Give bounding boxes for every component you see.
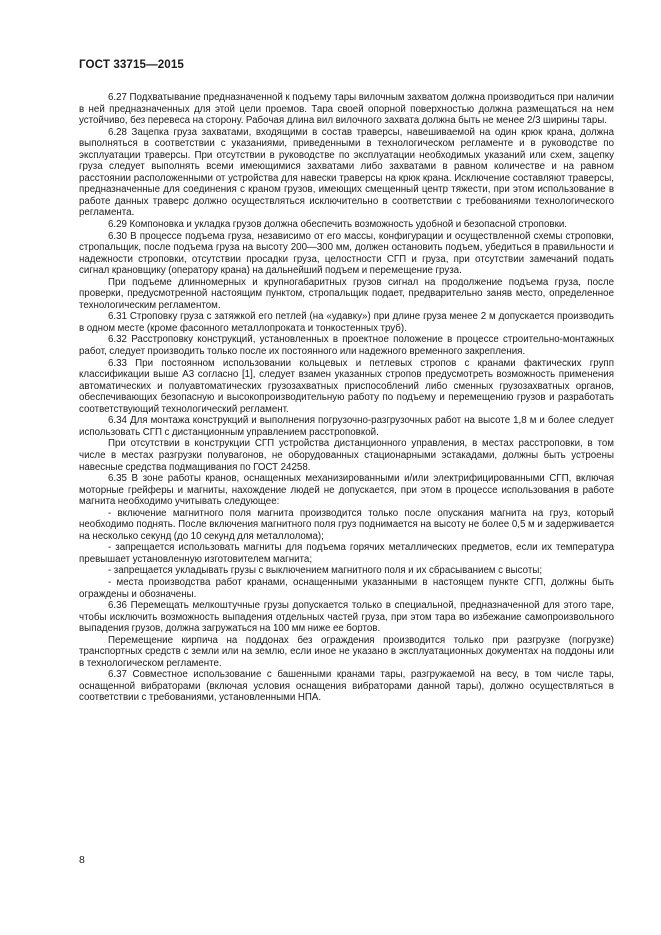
- paragraph-6-36-continued: Перемещение кирпича на поддонах без ограждения производится только при разгрузке (погрузке) транспортных средств с земли или на землю, если иное не указано в эксплуатационных документах на поддоны или в технологическом регламенте.: [79, 634, 614, 669]
- paragraph-6-35: 6.35 В зоне работы кранов, оснащенных механизированными и/или электрифицированными СГП, включая моторные грейферы и магниты, нахождение людей не допускается, при этом в процессе использования в работе магнита необходимо учитывать следующее:: [79, 473, 614, 508]
- paragraph-6-36: 6.36 Перемещать мелкоштучные грузы допускается только в специальной, предназначенной для этого таре, чтобы исключить возможность выпадения отдельных частей груза, при этом тара во избежание самопроизвольного выпадения грузов, должна загружаться на 100 мм ниже ее бортов.: [79, 600, 614, 635]
- list-item: - запрещается использовать магниты для подъема горячих металлических предметов, если их температура превышает установленную изготовителем магнита;: [79, 542, 614, 565]
- paragraph-6-30: 6.30 В процессе подъема груза, независимо от его массы, конфигурации и осуществленной схемы строповки, стропальщик, после подъема груза на высоту 200—300 мм, должен остановить подъем, убедиться в правильности и надежности строповки, отсутствии просадки груза, целостности СГП и груза, при отсутствии замечаний подать сигнал крановщику (оператору крана) на дальнейший подъем и перемещение груза.: [79, 230, 614, 277]
- paragraph-6-37: 6.37 Совместное использование с башенными кранами тары, разгружаемой на весу, в том числе тары, оснащенной вибраторами (включая условия оснащения вибраторами данной тары), должно осуществляться в соответствии с требованиями, установленными НПА.: [79, 669, 614, 704]
- paragraph-6-27: 6.27 Подхватывание предназначенной к подъему тары вилочным захватом должна производиться при наличии в ней предназначенных для этой цели проемов. Тара своей опорной поверхностью должна размещаться на нем устойчиво, без перевеса на сторону. Рабочая длина вил вилочного захвата должна быть не менее 2/3 ширины тары.: [79, 92, 614, 127]
- list-item: - запрещается укладывать грузы с выключением магнитного поля и их сбрасыванием с высоты;: [108, 565, 543, 577]
- paragraph-6-28: 6.28 Зацепка груза захватами, входящими в состав траверсы, навешиваемой на один крюк крана, должна выполняться в соответствии с указаниями, приведенными в технологическом регламенте и в руководстве по эксплуатации траверсы. При отсутствии в руководстве по эксплуатации необходимых указаний или схем, зацепку груза следует выполнять всеми имеющимися захватами либо захватами в равном количестве и на равном расстоянии расположенными от устройства для навески траверсы на крюк крана. Исключение составляют траверсы, предназначенные для соединения с краном грузов, имеющих смещенный центр тяжести, при этом использование в работе данных траверс должно осуществляться исключительно в соответствии с требованиями технологического регламента.: [79, 126, 614, 219]
- paragraph-6-30-continued: При подъеме длинномерных и крупногабаритных грузов сигнал на продолжение подъема груза, после проверки, предусмотренной настоящим пунктом, стропальщик подает, предварительно заняв место, определенное технологическим регламентом.: [79, 276, 614, 311]
- paragraph-6-34-continued: При отсутствии в конструкции СГП устройства дистанционного управления, в местах расстроповки, в том числе в местах разгрузки полувагонов, не оборудованных стационарными эстакадами, должны быть устроены навесные средства подмащивания по ГОСТ 24258.: [79, 438, 614, 473]
- paragraph-6-33: 6.33 При постоянном использовании кольцевых и петлевых стропов с кранами фактических групп классификации выше А3 согласно [1], следует взамен указанных стропов предусмотреть возможность применения автоматических и полуавтоматических грузозахватных приспособлений либо сменных грузозахватных органов, обеспечивающих безопасную и высокопроизводительную работу по подъему и перемещению грузов и разработать соответствующий технологический регламент.: [79, 357, 614, 415]
- paragraph-6-31: 6.31 Строповку груза с затяжкой его петлей (на «удавку») при длине груза менее 2 м допускается производить в одном месте (кроме фасонного металлопроката и тонкостенных труб).: [79, 311, 614, 334]
- document-body: [79, 92, 614, 704]
- page-number: 8: [79, 854, 85, 866]
- list-item: - места производства работ кранами, оснащенными указанными в настоящем пункте СГП, должны быть ограждены и обозначены.: [79, 576, 614, 600]
- document-header: ГОСТ 33715—2015: [79, 58, 184, 71]
- paragraph-6-29: 6.29 Компоновка и укладка грузов должна обеспечить возможность удобной и безопасной строповки.: [108, 219, 567, 231]
- list-item: - включение магнитного поля магнита производится только после опускания магнита на груз, который необходимо поднять. После включения магнитного поля груз поднимается на высоту не более 0,5 м и задерживается на несколько секунд (до 10 секунд для металлолома);: [79, 507, 614, 542]
- paragraph-6-34: 6.34 Для монтажа конструкций и выполнения погрузочно-разгрузочных работ на высоте 1,8 м и более следует использовать СГП с дистанционным управлением расстроповкой.: [79, 415, 614, 438]
- paragraph-6-32: 6.32 Расстроповку конструкций, установленных в проектное положение в процессе строительно-монтажных работ, следует производить только после их постоянного или надежного временного закрепления.: [79, 334, 614, 358]
